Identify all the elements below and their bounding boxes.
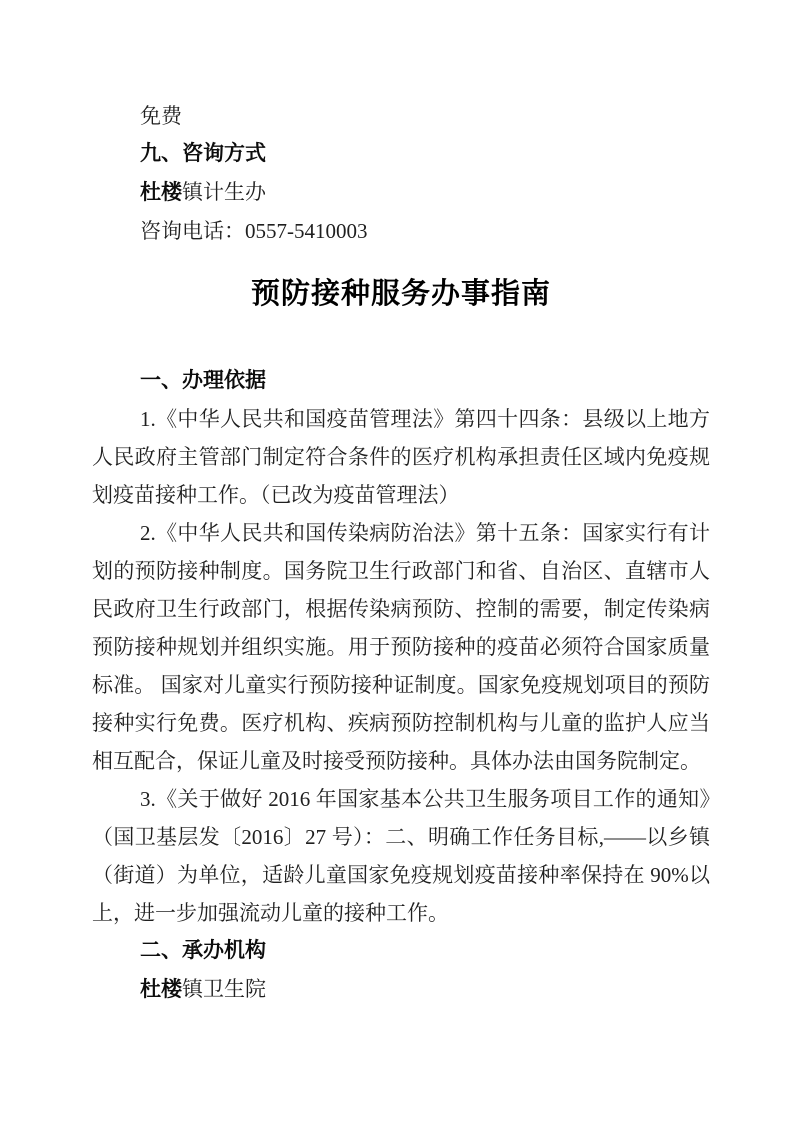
basis-paragraph-1: 1.《中华人民共和国疫苗管理法》第四十四条：县级以上地方人民政府主管部门制定符合条件的医疗机构承担责任区域内免疫规划疫苗接种工作。（已改为疫苗管理法） (92, 407, 710, 507)
basis-paragraph-2: 2.《中华人民共和国传染病防治法》第十五条：国家实行有计划的预防接种制度。国务院卫生行政部门和省、自治区、直辖市人民政府卫生行政部门，根据传染病预防、控制的需要，制定传染病预防接种规划并组织实施。用于预防接种的疫苗必须符合国家质量标准。 国家对儿童实行预防接种证制度。国家免疫规划项目的预防接种实行免费。医疗机构、疾病预防控制机构与儿童的监护人应当相互配合，保证儿童及时接受预防接种。具体办法由国务院制定。 (92, 521, 710, 773)
agency-line (92, 970, 710, 1009)
fee-line: 免费 (140, 104, 182, 128)
section-basis-heading: 一、办理依据 (140, 369, 266, 392)
consult-office-line (92, 173, 710, 212)
consult-phone-line: 咨询电话：0557-5410003 (140, 219, 368, 243)
agency-name-bold: 杜楼 (140, 978, 182, 1001)
basis-paragraph-3: 3.《关于做好 2016 年国家基本公共卫生服务项目工作的通知》（国卫基层发〔2016〕27 号）：二、明确工作任务目标,——以乡镇（街道）为单位，适龄儿童国家免疫规划疫苗接种率保持在 90%以上，进一步加强流动儿童的接种工作。 (92, 787, 710, 925)
section-consult-heading: 九、咨询方式 (140, 142, 266, 165)
consult-office-name-bold: 杜楼 (140, 181, 182, 204)
agency-name-rest: 镇卫生院 (182, 977, 266, 1001)
consult-office-name-rest: 镇计生办 (182, 180, 266, 204)
document-title: 预防接种服务办事指南 (250, 278, 551, 310)
section-agency-heading: 二、承办机构 (140, 939, 266, 962)
